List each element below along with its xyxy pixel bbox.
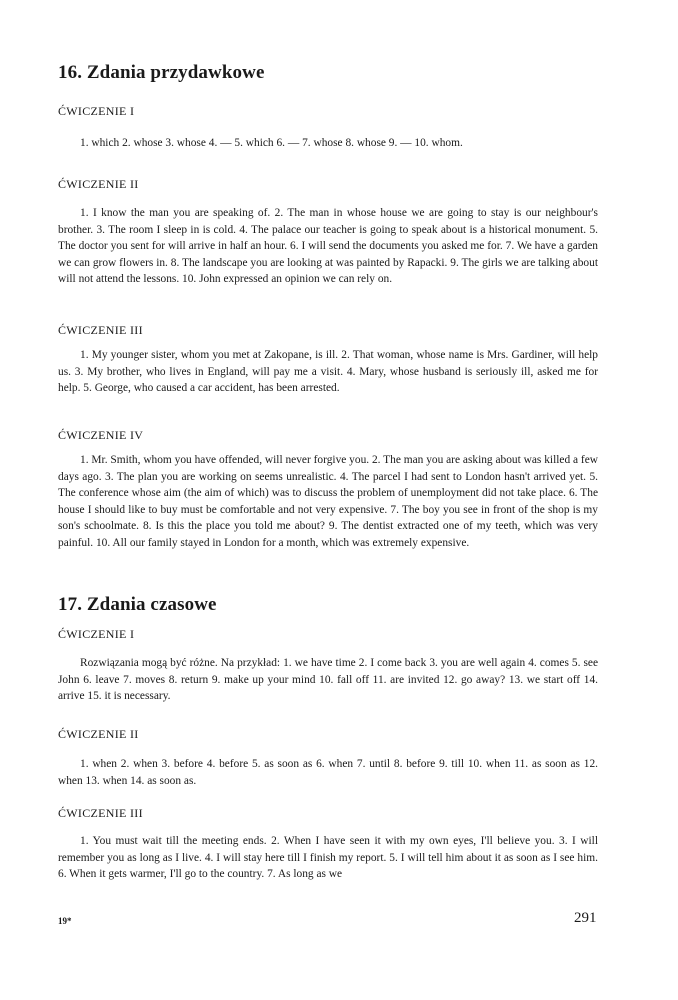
- exercise-heading: ĆWICZENIE II: [58, 727, 139, 741]
- exercise-text: 1. You must wait till the meeting ends. 2. When I have seen it with my own eyes, I'll believe you. 3. I will remember you as long as I live. 4. I will stay here till I finish my report. 5. I will tell him about it as soon as I see him. 6. When it gets warmer, I'll go to the country. 7. As long as we: [58, 835, 598, 881]
- section-title: 16. Zdania przydawkowe: [58, 62, 265, 83]
- exercise-heading: ĆWICZENIE III: [58, 806, 143, 820]
- exercise-heading: ĆWICZENIE I: [58, 627, 135, 641]
- exercise-heading: ĆWICZENIE IV: [58, 428, 144, 442]
- exercise-text: 1. I know the man you are speaking of. 2. The man in whose house we are going to stay is our neighbour's brother. 3. The room I sleep in is cold. 4. The palace our teacher is going to speak about is a historical monument. 5. The doctor you sent for will arrive in half an hour. 6. I will send the documents you asked me for. 7. We have a garden we can grow flowers in. 8. The landscape you are looking at was painted by Rapacki. 9. The girls we are talking about will not attend the lessons. 10. John expressed an opinion we can rely on.: [58, 207, 598, 286]
- exercise-heading: ĆWICZENIE I: [58, 104, 135, 118]
- exercise-text: 1. My younger sister, whom you met at Zakopane, is ill. 2. That woman, whose name is Mrs. Gardiner, will help us. 3. My brother, who lives in England, will pay me a visit. 4. Mary, whose husband is seriously ill, asked me for help. 5. George, who caused a car accident, has been arrested.: [58, 349, 598, 395]
- exercise-text: 1. when 2. when 3. before 4. before 5. as soon as 6. when 7. until 8. before 9. till 10. when 11. as soon as 12. when 13. when 14. as soon as.: [58, 758, 598, 787]
- signature-mark: 19*: [58, 916, 72, 926]
- page-number: 291: [574, 910, 597, 926]
- exercise-heading: ĆWICZENIE II: [58, 177, 139, 191]
- exercise-heading: ĆWICZENIE III: [58, 323, 143, 337]
- exercise-text: 1. which 2. whose 3. whose 4. — 5. which 6. — 7. whose 8. whose 9. — 10. whom.: [80, 137, 463, 149]
- exercise-text: Rozwiązania mogą być różne. Na przykład: 1. we have time 2. I come back 3. you are well again 4. comes 5. see John 6. leave 7. moves 8. return 9. make up your mind 10. fall off 11. are invited 12. go away? 13. we start off 14. arrive 15. it is necessary.: [58, 657, 598, 703]
- exercise-text: 1. Mr. Smith, whom you have offended, will never forgive you. 2. The man you are asking about was killed a few days ago. 3. The plan you are working on seems unrealistic. 4. The parcel I had sent to London hasn't arrived yet. 5. The conference whose aim (the aim of which) was to discuss the problem of unemployment did not take place. 6. The house I should like to buy must be comfortable and not very expensive. 7. The boy you see in front of the shop is my son's schoolmate. 8. Is this the place you told me about? 9. The dentist extracted one of my teeth, which was very painful. 10. All our family stayed in London for a month, which was extremely expensive.: [58, 454, 598, 549]
- section-title: 17. Zdania czasowe: [58, 594, 217, 615]
